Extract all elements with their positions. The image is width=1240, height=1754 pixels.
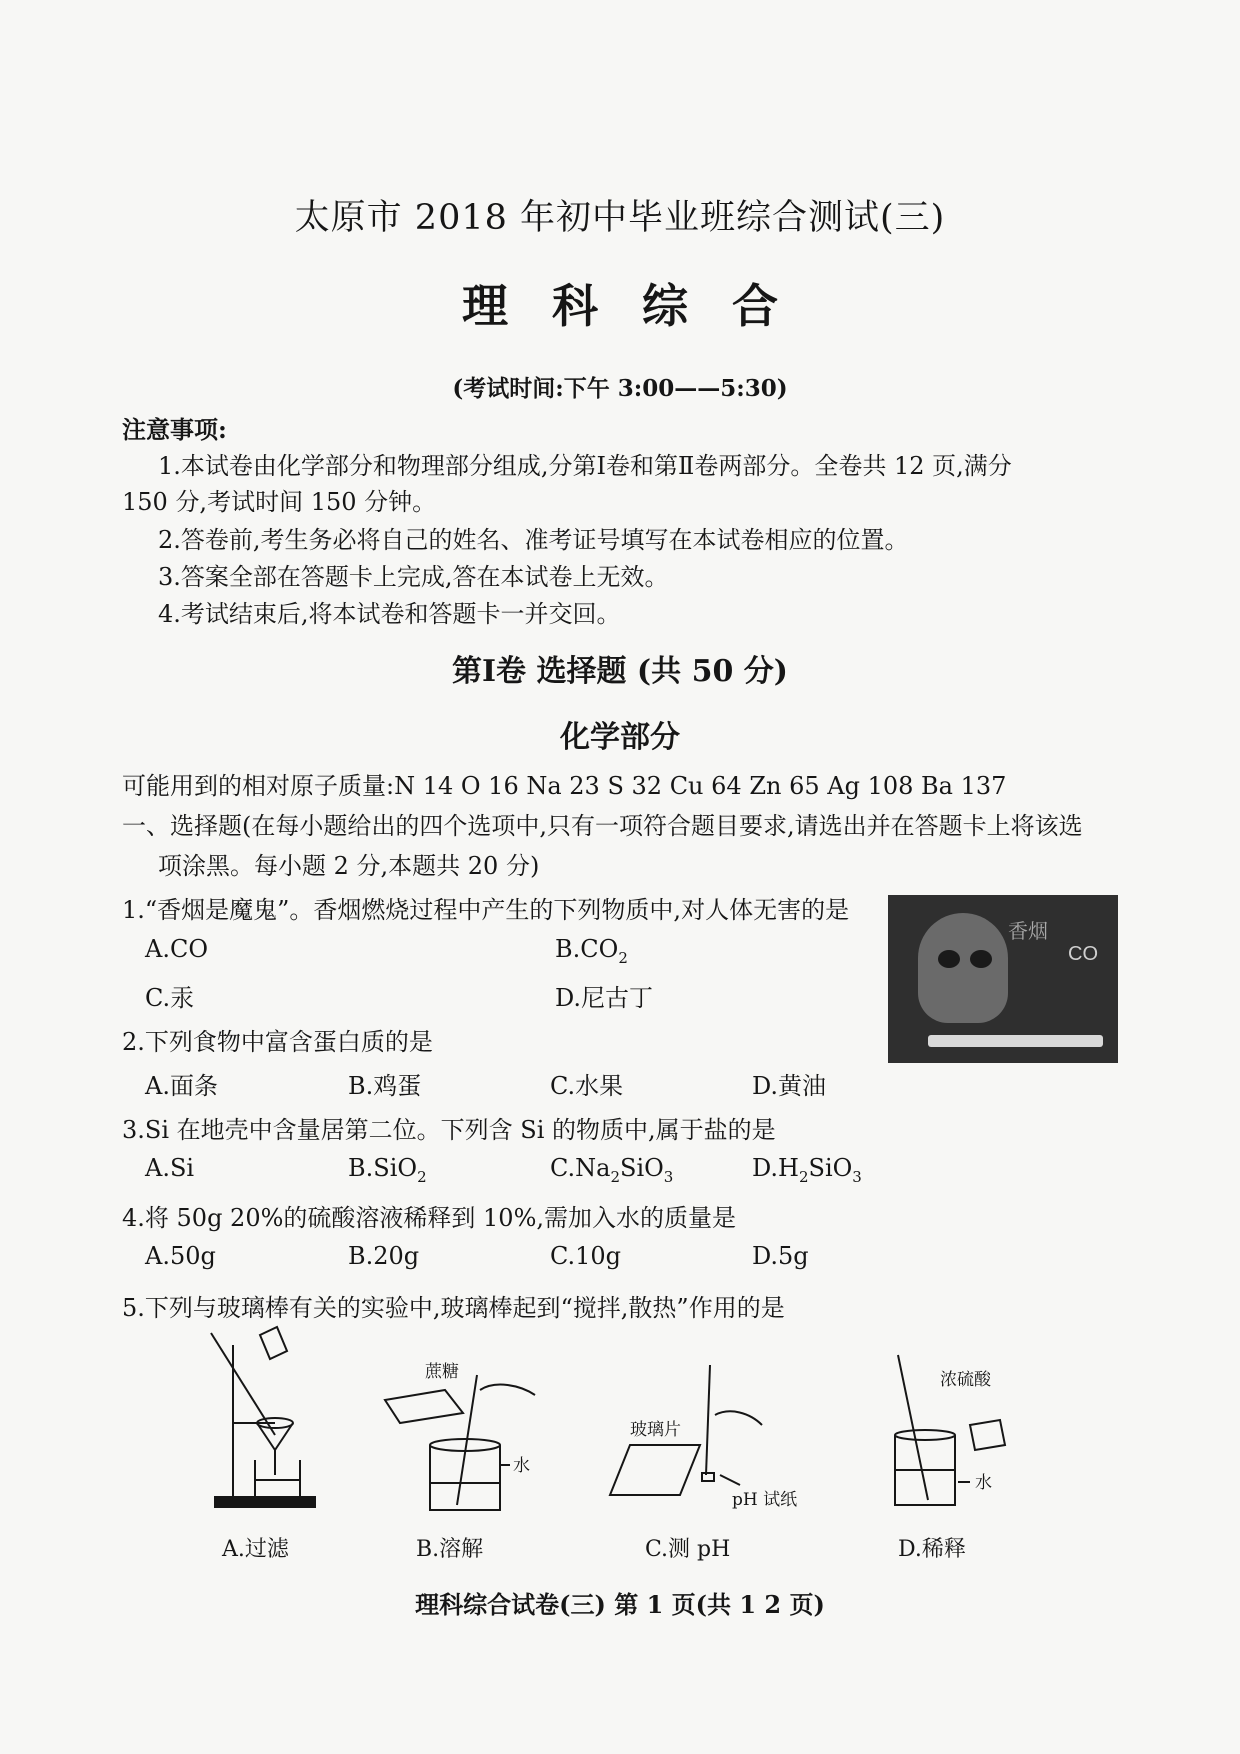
photo-handwritten-text: 香烟 — [1008, 919, 1048, 943]
notice-heading: 注意事项: — [122, 415, 227, 444]
page-footer: 理科综合试卷(三) 第 1 页(共 1 2 页) — [415, 1590, 825, 1619]
ph-test-figure — [590, 1355, 798, 1520]
figure-d-caption: D.稀释 — [898, 1537, 966, 1562]
label-water-b: 水 — [513, 1456, 530, 1476]
notice-item-1-line-1: 1.本试卷由化学部分和物理部分组成,分第Ⅰ卷和第Ⅱ卷两部分。全卷共 12 页,满分 — [158, 452, 1012, 480]
q4-option-c: C.10g — [550, 1242, 622, 1270]
label-ph-paper: pH 试纸 — [732, 1490, 798, 1510]
q3-option-b: B.SiO$_2$ — [348, 1154, 427, 1186]
label-sugar: 蔗糖 — [425, 1362, 459, 1382]
atomic-masses: 可能用到的相对原子质量:N 14 O 16 Na 23 S 32 Cu 64 Zn 65 Ag 108 Ba 137 — [122, 772, 1007, 800]
dilution-figure — [880, 1350, 1030, 1520]
q2-option-b: B.鸡蛋 — [348, 1072, 422, 1100]
photo-co-text: CO — [1068, 943, 1098, 965]
subject-title: 理科综合 — [462, 279, 822, 333]
filtration-figure — [205, 1325, 325, 1510]
dissolving-figure — [385, 1355, 550, 1520]
label-glass: 玻璃片 — [630, 1420, 681, 1440]
cigarette-skull-photo — [888, 895, 1118, 1063]
q2-stem: 2.下列食物中富含蛋白质的是 — [122, 1028, 433, 1056]
instructions-line-2: 项涂黑。每小题 2 分,本题共 20 分) — [158, 852, 540, 880]
label-sulfuric-acid: 浓硫酸 — [940, 1370, 991, 1390]
q1-option-b: $B.CO_2$ — [555, 935, 628, 967]
q4-option-a: A.50g — [145, 1242, 216, 1270]
q2-option-a: A.面条 — [145, 1072, 218, 1100]
exam-time: (考试时间:下午 3:00——5:30) — [452, 375, 788, 402]
skull-shape — [918, 913, 1008, 1023]
q3-option-d: $D.H_2SiO_3$ — [752, 1154, 862, 1186]
label-water-d: 水 — [975, 1473, 992, 1493]
figure-b-caption: B.溶解 — [416, 1537, 484, 1562]
figure-a-caption: A.过滤 — [222, 1537, 289, 1562]
q1-option-d: D.尼古丁 — [555, 984, 654, 1012]
skull-eye-right — [970, 950, 992, 968]
section-heading: 第Ⅰ卷 选择题 (共 50 分) — [452, 654, 788, 689]
exam-title: 太原市 2018 年初中毕业班综合测试(三) — [294, 198, 946, 238]
q3-option-c: $C.Na_2SiO_3$ — [550, 1154, 674, 1186]
q4-option-b: B.20g — [348, 1242, 420, 1270]
q5-stem: 5.下列与玻璃棒有关的实验中,玻璃棒起到“搅拌,散热”作用的是 — [122, 1294, 785, 1322]
notice-item-4: 4.考试结束后,将本试卷和答题卡一并交回。 — [158, 600, 621, 628]
part-heading: 化学部分 — [560, 720, 680, 755]
figure-c-caption: C.测 pH — [645, 1537, 731, 1562]
notice-item-3: 3.答案全部在答题卡上完成,答在本试卷上无效。 — [158, 563, 669, 591]
q2-option-c: C.水果 — [550, 1072, 624, 1100]
q2-option-d: D.黄油 — [752, 1072, 827, 1100]
cigarette-shape — [928, 1035, 1103, 1047]
notice-item-2: 2.答卷前,考生务必将自己的姓名、准考证号填写在本试卷相应的位置。 — [158, 526, 909, 554]
notice-item-1-line-2: 150 分,考试时间 150 分钟。 — [122, 488, 437, 516]
q4-stem: 4.将 50g 20%的硫酸溶液稀释到 10%,需加入水的质量是 — [122, 1204, 737, 1232]
q1-option-c: C.汞 — [145, 984, 195, 1012]
q3-option-a: A.Si — [145, 1154, 195, 1182]
instructions-line-1: 一、选择题(在每小题给出的四个选项中,只有一项符合题目要求,请选出并在答题卡上将该选 — [122, 812, 1083, 840]
q4-option-d: D.5g — [752, 1242, 809, 1270]
skull-eye-left — [938, 950, 960, 968]
q1-stem: 1.“香烟是魔鬼”。香烟燃烧过程中产生的下列物质中,对人体无害的是 — [122, 896, 850, 924]
q1-option-a: A.CO — [145, 935, 208, 963]
q3-stem: 3.Si 在地壳中含量居第二位。下列含 Si 的物质中,属于盐的是 — [122, 1116, 776, 1144]
